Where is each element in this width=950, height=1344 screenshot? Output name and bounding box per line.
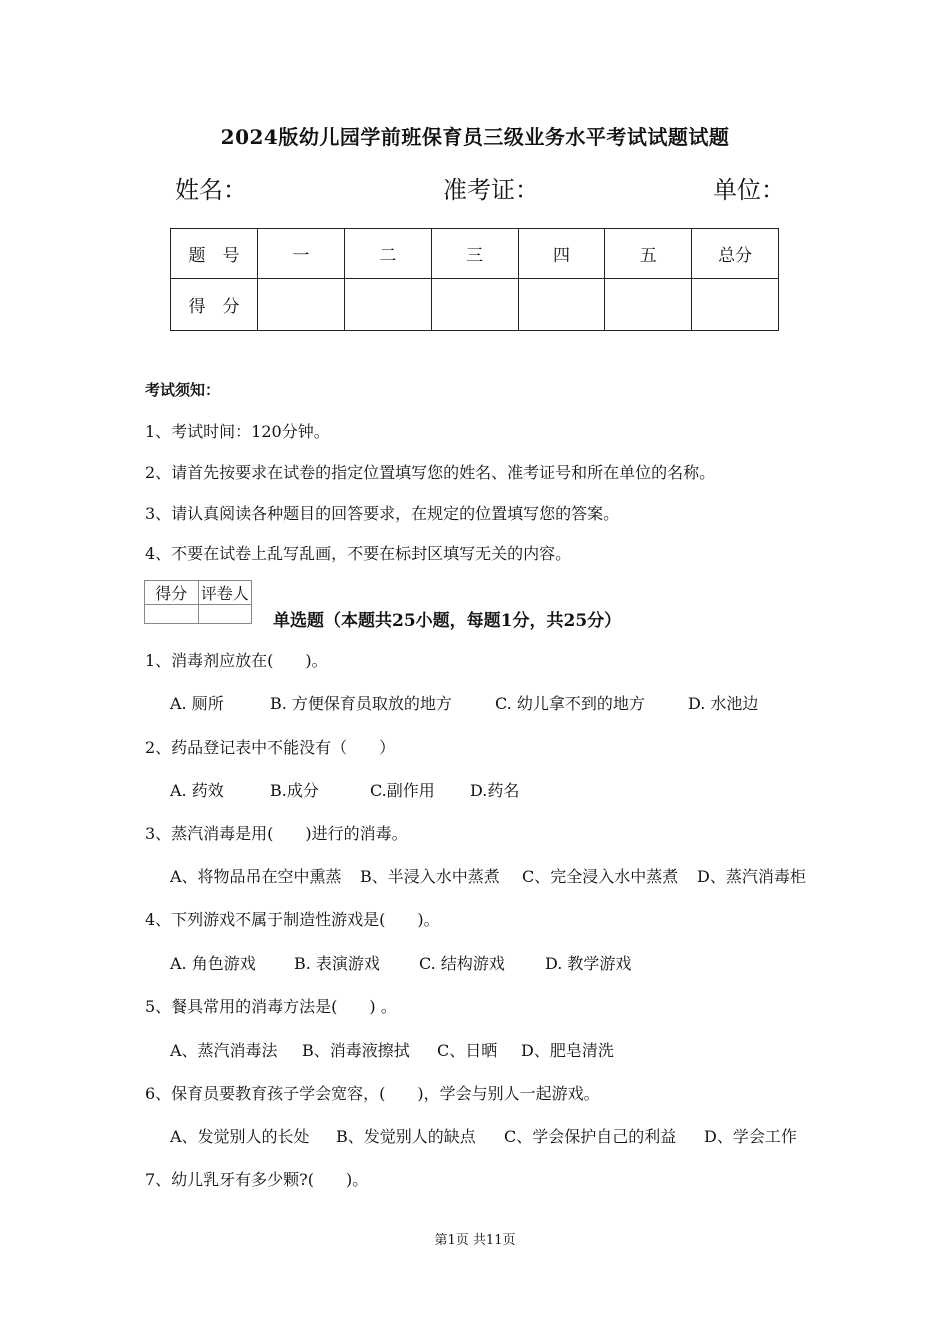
name-field-label[interactable]: 姓名： — [175, 176, 247, 204]
question-text: 6、保育员要教育孩子学会宽容，( )，学会与别人一起游戏。 — [145, 1084, 600, 1103]
grader-score-cell[interactable] — [145, 605, 199, 624]
score-table-col-total: 总分 — [692, 229, 779, 279]
score-table-col-1: 一 — [258, 229, 345, 279]
grader-reviewer-label: 评卷人 — [198, 581, 252, 605]
option-b[interactable]: B、发觉别人的缺点 — [336, 1127, 476, 1146]
option-d[interactable]: D、蒸汽消毒柜 — [697, 867, 806, 886]
grader-reviewer-cell[interactable] — [198, 605, 252, 624]
score-cell-2[interactable] — [344, 279, 431, 331]
option-b[interactable]: B、半浸入水中蒸煮 — [360, 867, 500, 886]
notice-item: 1、考试时间：120分钟。 — [145, 422, 330, 441]
question-text: 4、下列游戏不属于制造性游戏是( )。 — [145, 910, 440, 929]
option-c[interactable]: C、日晒 — [437, 1041, 498, 1060]
option-d[interactable]: D. 教学游戏 — [545, 954, 632, 973]
option-a[interactable]: A. 药效 — [170, 781, 224, 800]
option-c[interactable]: C. 幼儿拿不到的地方 — [495, 694, 645, 713]
unit-field-label[interactable]: 单位： — [713, 176, 785, 204]
score-cell-4[interactable] — [518, 279, 605, 331]
exam-title: 2024版幼儿园学前班保育员三级业务水平考试试题试题 — [220, 125, 730, 149]
score-table-label-score: 得 分 — [171, 279, 258, 331]
option-a[interactable]: A、将物品吊在空中熏蒸 — [170, 867, 342, 886]
option-b[interactable]: B.成分 — [270, 781, 319, 800]
question-text: 1、消毒剂应放在( )。 — [145, 651, 328, 670]
question-text: 2、药品登记表中不能没有（ ） — [145, 738, 396, 757]
score-table-col-5: 五 — [605, 229, 692, 279]
option-d[interactable]: D. 水池边 — [688, 694, 759, 713]
notice-item: 3、请认真阅读各种题目的回答要求，在规定的位置填写您的答案。 — [145, 504, 620, 523]
option-a[interactable]: A、发觉别人的长处 — [170, 1127, 310, 1146]
option-b[interactable]: B. 方便保育员取放的地方 — [270, 694, 452, 713]
question-text: 3、蒸汽消毒是用( )进行的消毒。 — [145, 824, 408, 843]
question-text: 7、幼儿乳牙有多少颗?( )。 — [145, 1170, 369, 1189]
score-table — [170, 228, 779, 331]
exam-number-field-label[interactable]: 准考证： — [443, 176, 539, 204]
option-b[interactable]: B. 表演游戏 — [294, 954, 380, 973]
score-table-col-2: 二 — [344, 229, 431, 279]
score-cell-1[interactable] — [258, 279, 345, 331]
option-d[interactable]: D、肥皂清洗 — [521, 1041, 614, 1060]
score-table-score-row — [171, 279, 779, 331]
option-c[interactable]: C、学会保护自己的利益 — [504, 1127, 677, 1146]
notice-heading: 考试须知： — [145, 381, 221, 399]
score-table-label-question: 题 号 — [171, 229, 258, 279]
score-table-header-row — [171, 229, 779, 279]
option-b[interactable]: B、消毒液擦拭 — [302, 1041, 410, 1060]
page-footer: 第1页 共11页 — [434, 1233, 516, 1248]
notice-item: 4、不要在试卷上乱写乱画，不要在标封区填写无关的内容。 — [145, 544, 572, 563]
score-cell-3[interactable] — [431, 279, 518, 331]
grader-score-label: 得分 — [145, 581, 199, 605]
option-d[interactable]: D.药名 — [470, 781, 520, 800]
score-table-col-4: 四 — [518, 229, 605, 279]
option-c[interactable]: C. 结构游戏 — [419, 954, 505, 973]
option-a[interactable]: A. 角色游戏 — [170, 954, 256, 973]
option-c[interactable]: C.副作用 — [370, 781, 435, 800]
score-cell-5[interactable] — [605, 279, 692, 331]
option-d[interactable]: D、学会工作 — [704, 1127, 797, 1146]
option-a[interactable]: A、蒸汽消毒法 — [170, 1041, 278, 1060]
score-cell-total[interactable] — [692, 279, 779, 331]
question-text: 5、餐具常用的消毒方法是( ) 。 — [145, 997, 397, 1016]
score-table-col-3: 三 — [431, 229, 518, 279]
notice-item: 2、请首先按要求在试卷的指定位置填写您的姓名、准考证号和所在单位的名称。 — [145, 463, 716, 482]
section-title: 单选题（本题共25小题，每题1分，共25分） — [273, 611, 622, 631]
candidate-fields — [175, 170, 785, 202]
option-a[interactable]: A. 厕所 — [170, 694, 224, 713]
option-c[interactable]: C、完全浸入水中蒸煮 — [522, 867, 679, 886]
grader-box — [144, 580, 252, 624]
